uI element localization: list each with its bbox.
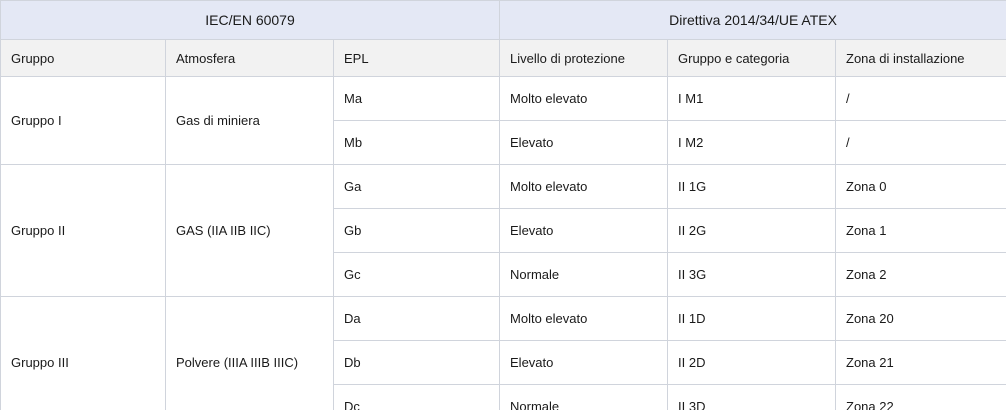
cell-zona: / [836,121,1006,165]
table-row [1,77,1006,121]
column-header-zona-installazione: Zona di installazione [836,40,1006,77]
cell-livello: Normale [500,253,668,297]
cell-epl: Gc [334,253,500,297]
cell-epl: Mb [334,121,500,165]
cell-zona: Zona 1 [836,209,1006,253]
cell-categoria: II 3G [668,253,836,297]
cell-atmosfera: Polvere (IIIA IIIB IIIC) [166,297,334,410]
cell-atmosfera: Gas di miniera [166,77,334,165]
cell-livello: Molto elevato [500,165,668,209]
cell-livello: Elevato [500,341,668,385]
cell-livello: Molto elevato [500,77,668,121]
cell-zona: / [836,77,1006,121]
column-header-atmosfera: Atmosfera [166,40,334,77]
cell-categoria: I M2 [668,121,836,165]
cell-gruppo: Gruppo II [1,165,166,297]
cell-zona: Zona 2 [836,253,1006,297]
table-body [1,77,1006,410]
column-header-gruppo-categoria: Gruppo e categoria [668,40,836,77]
cell-zona: Zona 20 [836,297,1006,341]
cell-livello: Normale [500,385,668,410]
cell-categoria: II 1G [668,165,836,209]
cell-livello: Molto elevato [500,297,668,341]
group-header-row [1,1,1006,40]
cell-categoria: II 1D [668,297,836,341]
column-header-livello-protezione: Livello di protezione [500,40,668,77]
table-row [1,165,1006,209]
cell-zona: Zona 22 [836,385,1006,410]
cell-epl: Dc [334,385,500,410]
group-header-atex: Direttiva 2014/34/UE ATEX [500,1,1006,40]
cell-livello: Elevato [500,209,668,253]
cell-categoria: II 2D [668,341,836,385]
table-row [1,297,1006,341]
cell-categoria: II 2G [668,209,836,253]
column-header-row [1,40,1006,77]
cell-categoria: II 3D [668,385,836,410]
cell-epl: Da [334,297,500,341]
cell-categoria: I M1 [668,77,836,121]
cell-epl: Gb [334,209,500,253]
cell-gruppo: Gruppo III [1,297,166,410]
cell-zona: Zona 21 [836,341,1006,385]
column-header-epl: EPL [334,40,500,77]
cell-livello: Elevato [500,121,668,165]
column-header-gruppo: Gruppo [1,40,166,77]
cell-gruppo: Gruppo I [1,77,166,165]
cell-epl: Ma [334,77,500,121]
table-head [1,1,1006,77]
cell-atmosfera: GAS (IIA IIB IIC) [166,165,334,297]
cell-zona: Zona 0 [836,165,1006,209]
group-header-iec: IEC/EN 60079 [1,1,500,40]
cell-epl: Ga [334,165,500,209]
cell-epl: Db [334,341,500,385]
